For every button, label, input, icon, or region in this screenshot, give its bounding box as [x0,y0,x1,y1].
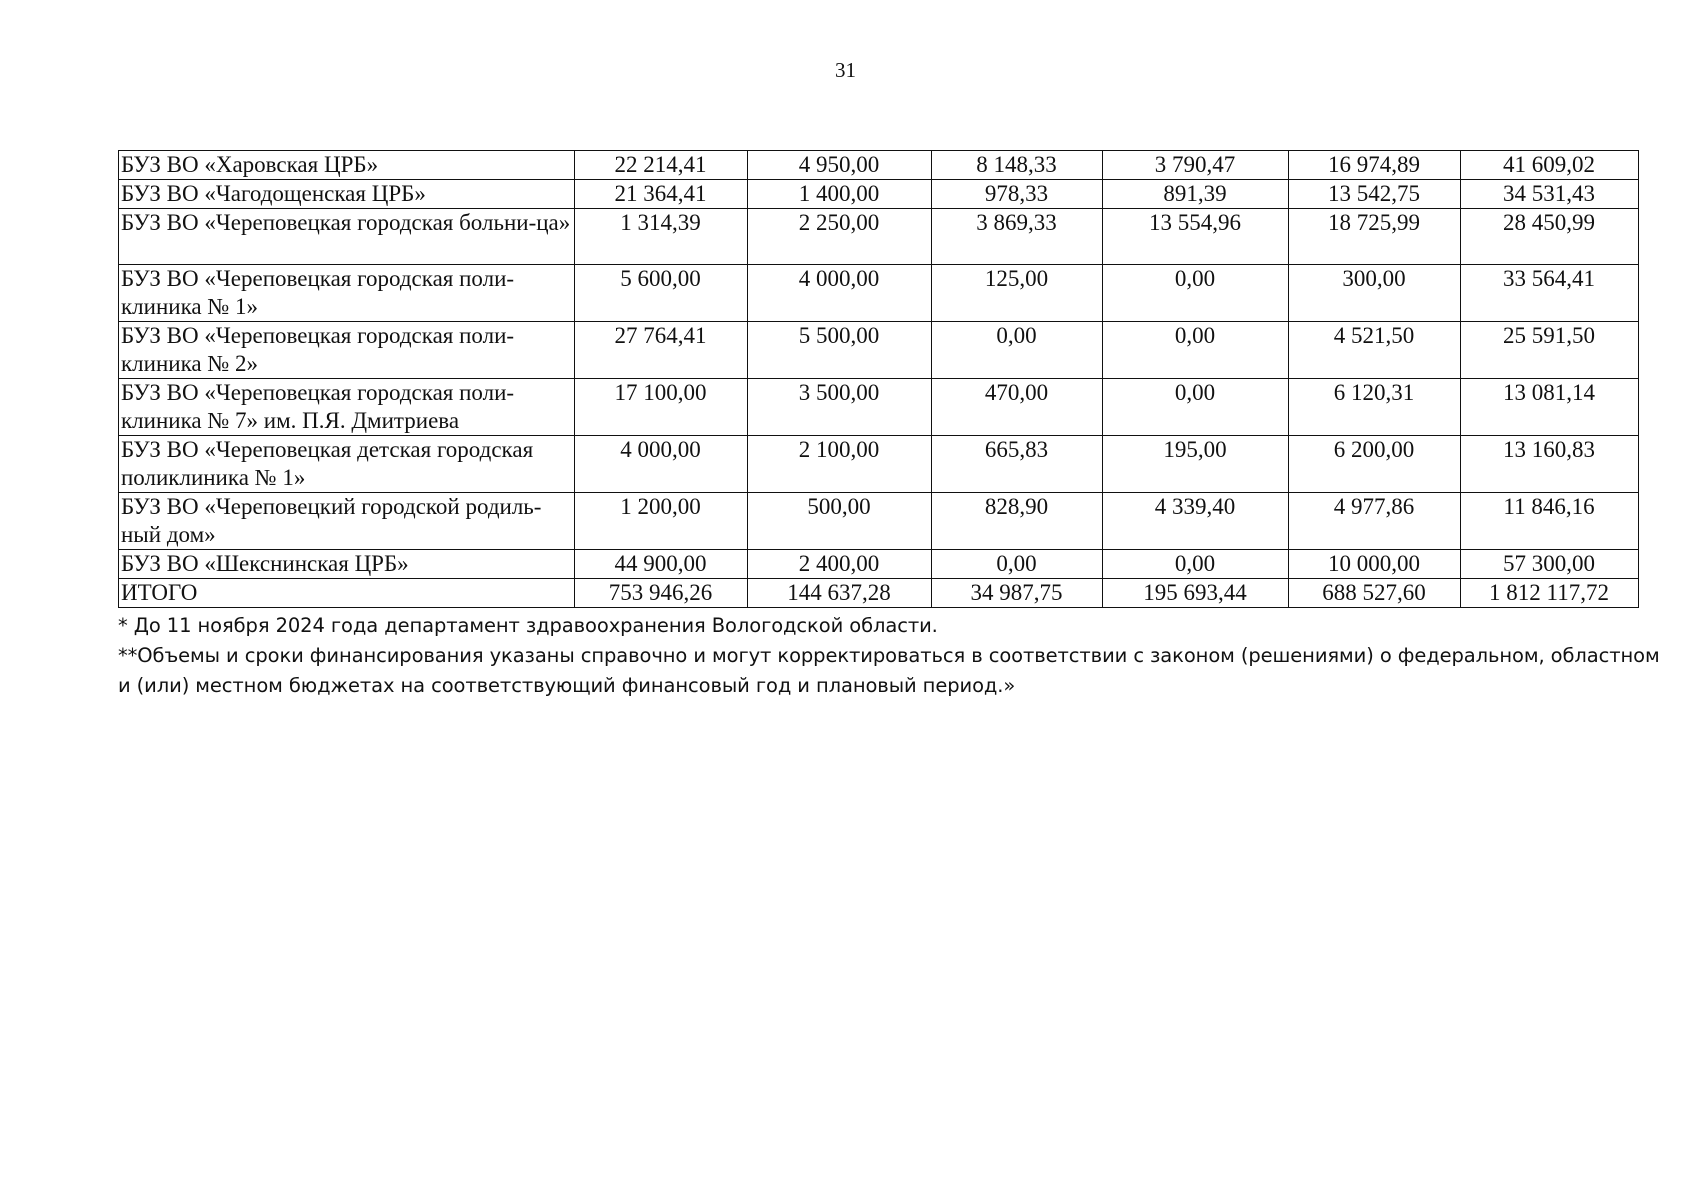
value-cell: 34 987,75 [932,579,1103,608]
institution-name-cell: ИТОГО [119,579,575,608]
total-row [119,579,1639,608]
footnotes [118,611,1678,701]
value-cell: 4 521,50 [1289,322,1461,379]
table-row [119,379,1639,436]
value-cell: 4 000,00 [748,265,932,322]
value-cell: 665,83 [932,436,1103,493]
table-row [119,209,1639,265]
value-cell: 3 500,00 [748,379,932,436]
value-cell: 0,00 [1103,265,1289,322]
value-cell: 17 100,00 [575,379,748,436]
footnote-2: **Объемы и сроки финансирования указаны справочно и могут корректироваться в соответствии с законом (решениями) о федеральном, областном и (или) местном бюджетах на соответствующий финансовый год и плановый период.» [118,644,1660,697]
value-cell: 891,39 [1103,180,1289,209]
value-cell: 828,90 [932,493,1103,550]
institution-name-cell: БУЗ ВО «Череповецкая городская поли-клиника № 7» им. П.Я. Дмитриева [119,379,575,436]
value-cell: 13 542,75 [1289,180,1461,209]
value-cell: 2 250,00 [748,209,932,265]
value-cell: 25 591,50 [1461,322,1639,379]
value-cell: 57 300,00 [1461,550,1639,579]
value-cell: 6 120,31 [1289,379,1461,436]
value-cell: 3 869,33 [932,209,1103,265]
institution-name-cell: БУЗ ВО «Чагодощенская ЦРБ» [119,180,575,209]
value-cell: 16 974,89 [1289,151,1461,180]
value-cell: 753 946,26 [575,579,748,608]
footnote-1: * До 11 ноября 2024 года департамент здравоохранения Вологодской области. [118,614,938,637]
value-cell: 470,00 [932,379,1103,436]
table-row [119,180,1639,209]
value-cell: 0,00 [1103,379,1289,436]
value-cell: 4 950,00 [748,151,932,180]
financing-table [118,150,1639,608]
value-cell: 1 314,39 [575,209,748,265]
value-cell: 3 790,47 [1103,151,1289,180]
value-cell: 978,33 [932,180,1103,209]
value-cell: 195,00 [1103,436,1289,493]
institution-name-cell: БУЗ ВО «Череповецкая городская поли-клиника № 1» [119,265,575,322]
value-cell: 21 364,41 [575,180,748,209]
value-cell: 0,00 [932,550,1103,579]
institution-name-cell: БУЗ ВО «Череповецкий городской родиль-ный дом» [119,493,575,550]
value-cell: 2 400,00 [748,550,932,579]
value-cell: 44 900,00 [575,550,748,579]
table-row [119,265,1639,322]
value-cell: 18 725,99 [1289,209,1461,265]
table-row [119,550,1639,579]
value-cell: 2 100,00 [748,436,932,493]
value-cell: 41 609,02 [1461,151,1639,180]
value-cell: 5 600,00 [575,265,748,322]
value-cell: 13 160,83 [1461,436,1639,493]
value-cell: 34 531,43 [1461,180,1639,209]
value-cell: 6 200,00 [1289,436,1461,493]
table-row [119,436,1639,493]
value-cell: 688 527,60 [1289,579,1461,608]
value-cell: 4 000,00 [575,436,748,493]
value-cell: 0,00 [1103,322,1289,379]
value-cell: 4 977,86 [1289,493,1461,550]
table-row [119,493,1639,550]
value-cell: 33 564,41 [1461,265,1639,322]
value-cell: 1 812 117,72 [1461,579,1639,608]
value-cell: 300,00 [1289,265,1461,322]
value-cell: 13 554,96 [1103,209,1289,265]
page-number: 31 [835,58,856,82]
table-row [119,322,1639,379]
value-cell: 28 450,99 [1461,209,1639,265]
value-cell: 1 400,00 [748,180,932,209]
value-cell: 27 764,41 [575,322,748,379]
value-cell: 4 339,40 [1103,493,1289,550]
value-cell: 500,00 [748,493,932,550]
value-cell: 0,00 [1103,550,1289,579]
value-cell: 195 693,44 [1103,579,1289,608]
value-cell: 13 081,14 [1461,379,1639,436]
value-cell: 1 200,00 [575,493,748,550]
institution-name-cell: БУЗ ВО «Череповецкая детская городская поликлиника № 1» [119,436,575,493]
value-cell: 8 148,33 [932,151,1103,180]
value-cell: 125,00 [932,265,1103,322]
institution-name-cell: БУЗ ВО «Харовская ЦРБ» [119,151,575,180]
institution-name-cell: БУЗ ВО «Череповецкая городская поли-клиника № 2» [119,322,575,379]
value-cell: 22 214,41 [575,151,748,180]
value-cell: 10 000,00 [1289,550,1461,579]
institution-name-cell: БУЗ ВО «Шекснинская ЦРБ» [119,550,575,579]
institution-name-cell: БУЗ ВО «Череповецкая городская больни-ца» [119,209,575,265]
value-cell: 0,00 [932,322,1103,379]
value-cell: 144 637,28 [748,579,932,608]
table-row [119,151,1639,180]
value-cell: 5 500,00 [748,322,932,379]
value-cell: 11 846,16 [1461,493,1639,550]
